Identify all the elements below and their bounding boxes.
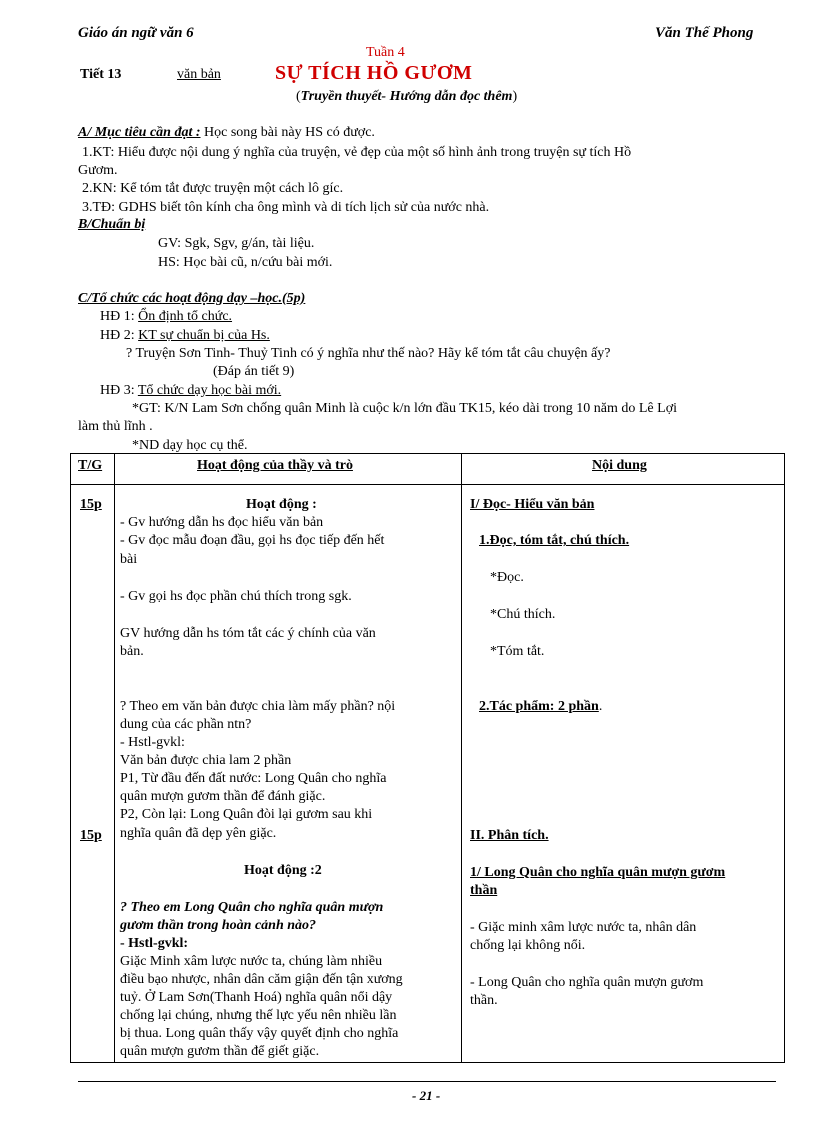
activity-line: - Hstl-gvkl: [120, 936, 189, 951]
activity-line: P1, Từ đầu đến đất nước: Long Quân cho nghĩa [120, 771, 387, 786]
period-label: Tiết 13 [80, 67, 122, 82]
content-item: *Đọc. [490, 570, 524, 585]
content-subsection-1-1: 1.Đọc, tóm tắt, chú thích. [479, 533, 630, 548]
table-header-border [70, 484, 785, 485]
activity-block-2-title: Hoạt động :2 [244, 863, 322, 878]
content-subsection-1-2: 2.Tác phẩm: 2 phần. [479, 699, 603, 714]
week-label: Tuần 4 [366, 45, 405, 60]
table-col-divider-1 [114, 453, 115, 1063]
activity-line: - Gv đọc mẫu đoạn đầu, gọi hs đọc tiếp đến hết [120, 533, 385, 548]
activity-line: nghĩa quân đã dẹp yên giặc. [120, 826, 277, 841]
intro-text-cont: làm thủ lĩnh . [78, 419, 153, 434]
tg-cell-2: 15p [80, 828, 102, 843]
content-subsection-2-1-cont: thần [470, 883, 498, 898]
content-subsection-2-1: 1/ Long Quân cho nghĩa quân mượn gươm [470, 865, 726, 880]
activity-line: bị thua. Long quân thấy vậy quyết định cho nghĩa [120, 1026, 399, 1041]
activity-line: - Gv gọi hs đọc phần chú thích trong sgk. [120, 589, 352, 604]
content-item: *Tóm tắt. [490, 644, 545, 659]
section-b-heading: B/Chuẩn bị [78, 217, 146, 232]
activity-3: HĐ 3: Tổ chức dạy học bài mới. [100, 383, 282, 398]
table-col-divider-2 [461, 453, 462, 1063]
page-number: - 21 - [412, 1088, 441, 1103]
table-right-border [784, 453, 785, 1063]
activity-line: bản. [120, 644, 144, 659]
prep-gv: GV: Sgk, Sgv, g/án, tài liệu. [158, 236, 315, 251]
content-item: chống lại không nổi. [470, 938, 586, 953]
activity-line: quân mượn gươm thần để giết giặc. [120, 1044, 320, 1059]
content-item: *Chú thích. [490, 607, 556, 622]
activity-line: ? Theo em văn bản được chia làm mấy phần? nội [120, 699, 396, 714]
objective-kn: 2.KN: Kể tóm tắt được truyện một cách lô gíc. [82, 181, 344, 196]
table-header-tg: T/G [78, 458, 103, 473]
activity-line: Giặc Minh xâm lược nước ta, chúng làm nhiều [120, 954, 383, 969]
section-c-heading: C/Tổ chức các hoạt động dạy –học.(5p) [78, 291, 306, 306]
activity-line: P2, Còn lại: Long Quân đòi lại gươm sau khi [120, 807, 373, 822]
text-type-label: văn bản [177, 67, 221, 82]
activity-line: điều bạo nhược, nhân dân căm giận đến tận xương [120, 972, 403, 987]
content-item: thần. [470, 993, 498, 1008]
content-item: - Giặc minh xâm lược nước ta, nhân dân [470, 920, 697, 935]
content-section-2: II. Phân tích. [470, 828, 549, 843]
objective-kt-cont: Gươm. [78, 163, 118, 178]
section-a-heading: A/ Mục tiêu cần đạt : Học song bài này HS có được. [78, 125, 375, 140]
answer-reference: (Đáp án tiết 9) [213, 364, 295, 379]
table-header-content: Nội dung [592, 458, 647, 473]
activity-question: gươm thần trong hoàn cảnh nào? [120, 918, 317, 933]
table-header-activity: Hoạt động của thầy và trò [197, 458, 353, 473]
objective-kt: 1.KT: Hiểu được nội dung ý nghĩa của truyện, vẻ đẹp của một số hình ảnh trong truyện sự tích Hồ [82, 145, 632, 160]
activity-line: dung của các phần ntn? [120, 717, 252, 732]
table-left-border [70, 453, 71, 1063]
objective-td: 3.TĐ: GDHS biết tôn kính cha ông mình và di tích lịch sử của nước nhà. [82, 200, 490, 215]
content-item: - Long Quân cho nghĩa quân mượn gươm [470, 975, 704, 990]
review-question: ? Truyện Sơn Tinh- Thuỷ Tinh có ý nghĩa như thế nào? Hãy kể tóm tắt câu chuyện ấy? [126, 346, 611, 361]
activity-block-1-title: Hoạt động : [246, 497, 317, 512]
footer-rule [78, 1081, 776, 1082]
activity-line: - Gv hướng dẫn hs đọc hiểu văn bản [120, 515, 324, 530]
activity-1: HĐ 1: Ổn định tổ chức. [100, 309, 233, 324]
activity-line: tuỷ. Ở Lam Sơn(Thanh Hoá) nghĩa quân nổi dậy [120, 990, 393, 1005]
header-left: Giáo án ngữ văn 6 [78, 25, 194, 41]
activity-2: HĐ 2: KT sự chuẩn bị của Hs. [100, 328, 270, 343]
lesson-subtitle: (Truyền thuyết- Hướng dẫn đọc thêm) [296, 89, 518, 104]
activity-line: bài [120, 552, 138, 567]
intro-text: *GT: K/N Lam Sơn chống quân Minh là cuộc k/n lớn đầu TK15, kéo dài trong 10 năm do Lê Lợi [132, 401, 677, 416]
header-right: Văn Thế Phong [655, 25, 754, 41]
activity-line: quân mượn gươm thần để đánh giặc. [120, 789, 326, 804]
table-top-border [70, 453, 785, 454]
tg-cell-1: 15p [80, 497, 102, 512]
activity-question: ? Theo em Long Quân cho nghĩa quân mượn [120, 900, 384, 915]
activity-line: chống lại chúng, nhưng thế lực yếu nên nhiều lần [120, 1008, 397, 1023]
lesson-title: SỰ TÍCH HỒ GƯƠM [275, 62, 473, 84]
table-bottom-border [70, 1062, 785, 1063]
activity-line: - Hstl-gvkl: [120, 735, 185, 750]
prep-hs: HS: Học bài cũ, n/cứu bài mới. [158, 255, 333, 270]
content-section-1: I/ Đọc- Hiểu văn bản [470, 497, 595, 512]
activity-line: Văn bản được chia lam 2 phần [120, 753, 292, 768]
activity-line: GV hướng dẫn hs tóm tắt các ý chính của văn [120, 626, 376, 641]
content-heading: *ND dạy học cụ thể. [132, 438, 248, 453]
